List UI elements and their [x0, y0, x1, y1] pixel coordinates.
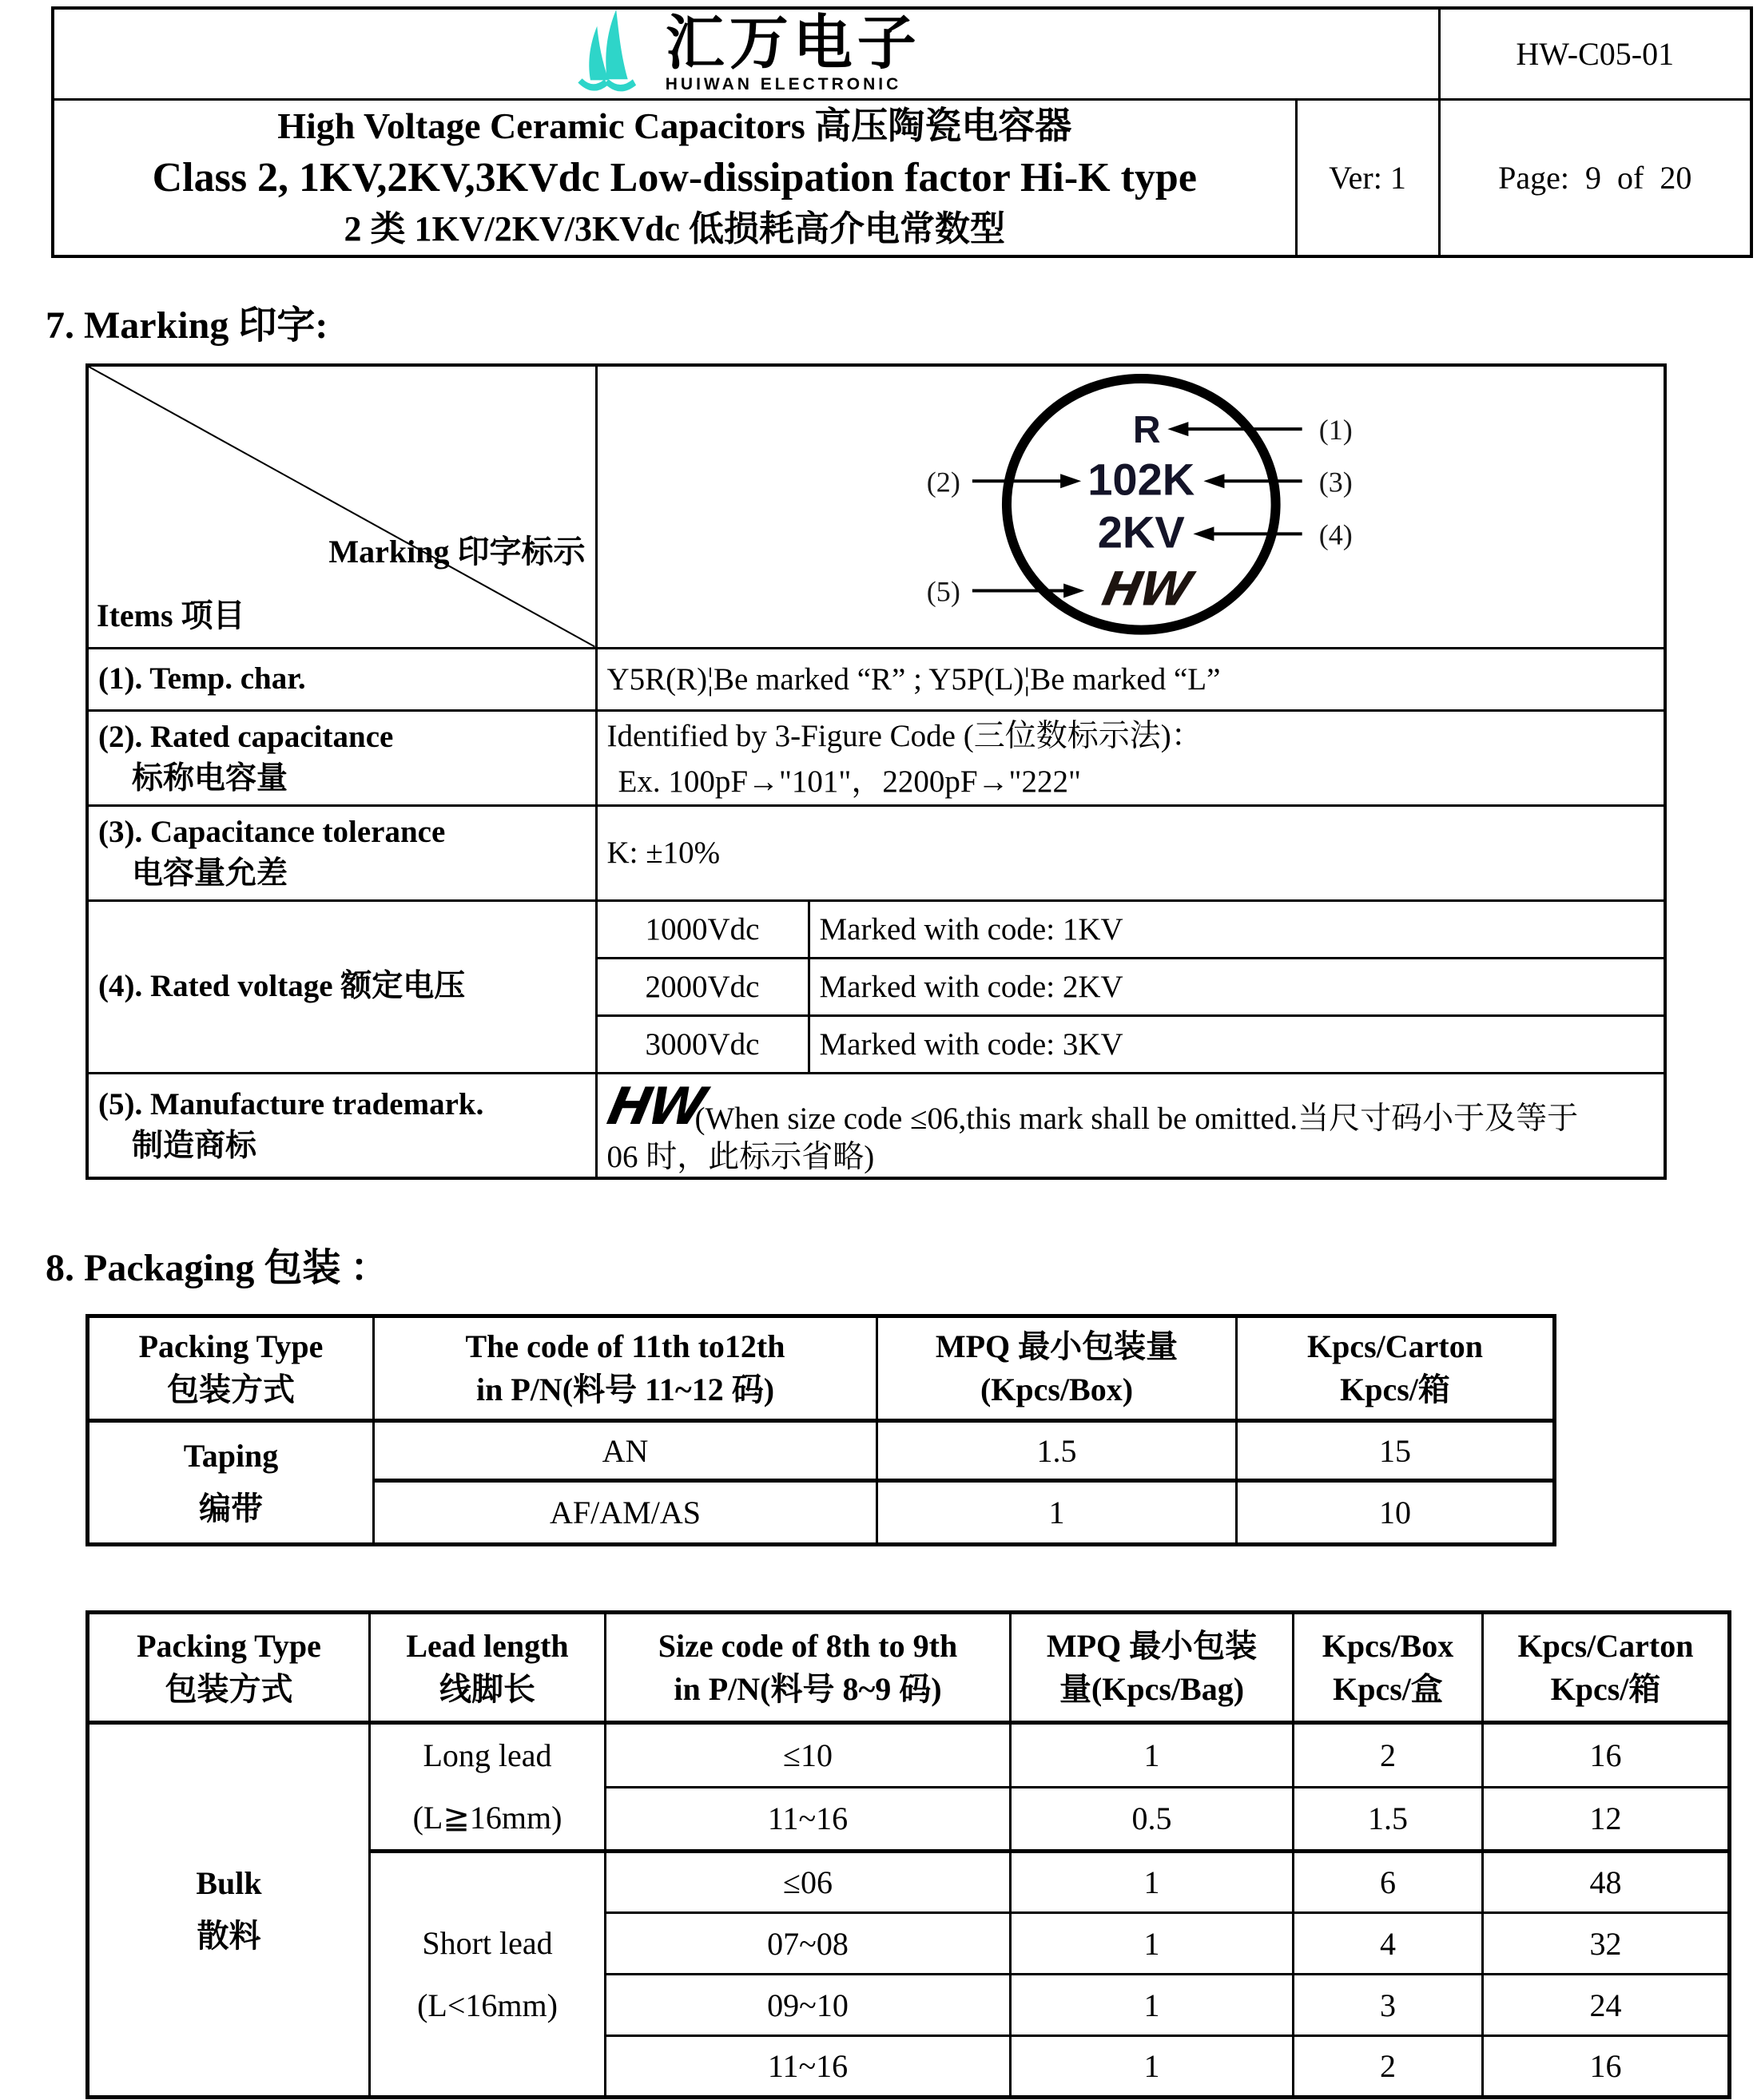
pk2-r2-carton: 12	[1483, 1787, 1730, 1852]
pk2-r4-size: 07~08	[606, 1913, 1011, 1975]
pk2-r5-mpq: 1	[1011, 1975, 1294, 2036]
table-header-row	[88, 1316, 1555, 1421]
pk1-r2-code: AF/AM/AS	[374, 1481, 877, 1545]
item1-value: Y5R(R)¦Be marked “R” ; Y5P(L)¦Be marked “L”	[596, 648, 1665, 710]
pk2-r1-carton: 16	[1483, 1723, 1730, 1788]
marking-table	[85, 363, 1667, 1180]
voltage-1000: 1000Vdc	[596, 900, 809, 958]
pk2-r5-carton: 24	[1483, 1975, 1730, 2036]
item1-label: (1). Temp. char.	[87, 648, 596, 710]
pk2-r6-box: 2	[1294, 2036, 1483, 2098]
title-line3: 2 类 1KV/2KV/3KVdc 低损耗高介电常数型	[344, 209, 1005, 249]
mark-cap-code: 102K	[1087, 454, 1195, 505]
table-header-row	[88, 1613, 1730, 1723]
pk2-header-lead-length: Lead length 线脚长	[370, 1613, 606, 1723]
table-row	[87, 710, 1665, 805]
pk1-header-mpq: MPQ 最小包装量 (Kpcs/Box)	[877, 1316, 1237, 1421]
pk2-r4-carton: 32	[1483, 1913, 1730, 1975]
pk2-long-lead-cell: Long lead (L≧16mm)	[370, 1723, 606, 1852]
corner-col-label: Marking 印字标示	[328, 534, 586, 570]
trademark-logo-glyph: HW	[602, 1077, 708, 1137]
pk1-header-code: The code of 11th to12th in P/N(料号 11~12 码)	[374, 1316, 877, 1421]
voltage-1000-code: Marked with code: 1KV	[809, 900, 1665, 958]
pk2-header-box: Kpcs/Box Kpcs/盒	[1294, 1613, 1483, 1723]
capacitor-marking-diagram	[598, 367, 1664, 639]
section8-heading: 8. Packaging 包装 ：	[46, 1247, 389, 1289]
marking-diagram-cell	[596, 365, 1665, 648]
pk2-r4-mpq: 1	[1011, 1913, 1294, 1975]
mark-trademark-logo: HW	[1097, 562, 1195, 617]
pk2-r1-mpq: 1	[1011, 1723, 1294, 1788]
item5-value: HW (When size code ≤06,this mark shall be omitted.当尺寸码小于及等于 06 时，此标示省略)	[596, 1073, 1665, 1178]
pk1-r1-mpq: 1.5	[877, 1421, 1237, 1481]
corner-row-label: Items 项目	[97, 597, 245, 633]
pk1-r1-code: AN	[374, 1421, 877, 1481]
pk2-r4-box: 4	[1294, 1913, 1483, 1975]
callout2-label: (2)	[926, 466, 960, 498]
doc-code: HW-C05-01	[1439, 8, 1751, 100]
pk2-r6-size: 11~16	[606, 2036, 1011, 2098]
packaging-taping-table	[85, 1314, 1556, 1546]
pk2-r5-size: 09~10	[606, 1975, 1011, 2036]
pk1-group-taping: Taping 编带	[88, 1421, 374, 1545]
corner-header-cell	[87, 365, 596, 648]
voltage-3000: 3000Vdc	[596, 1015, 809, 1073]
pk2-header-carton: Kpcs/Carton Kpcs/箱	[1483, 1613, 1730, 1723]
item4-label: (4). Rated voltage 额定电压	[87, 900, 596, 1073]
logo-en-text: HUIWAN ELECTRONIC	[665, 74, 902, 93]
header-table	[51, 6, 1753, 258]
pk1-r1-carton: 15	[1237, 1421, 1555, 1481]
pk1-r2-carton: 10	[1237, 1481, 1555, 1545]
table-row	[88, 1421, 1555, 1481]
table-row	[87, 805, 1665, 900]
item3-label: (3). Capacitance tolerance 电容量允差	[87, 805, 596, 900]
callout1-label: (1)	[1318, 414, 1353, 447]
item3-value: K: ±10%	[596, 805, 1665, 900]
pk2-r3-carton: 48	[1483, 1852, 1730, 1913]
pk2-short-lead-cell: Short lead (L<16mm)	[370, 1852, 606, 2098]
title-line1: High Voltage Ceramic Capacitors 高压陶瓷电容器	[277, 105, 1072, 147]
callout5-label: (5)	[926, 575, 960, 608]
item5-label: (5). Manufacture trademark. 制造商标	[87, 1073, 596, 1178]
pk2-r3-mpq: 1	[1011, 1852, 1294, 1913]
table-row	[88, 1723, 1730, 1788]
pk1-header-carton: Kpcs/Carton Kpcs/箱	[1237, 1316, 1555, 1421]
page-number-cell: Page: 9 of 20	[1439, 100, 1751, 256]
callout3-label: (3)	[1318, 466, 1353, 498]
pk2-r6-carton: 16	[1483, 2036, 1730, 2098]
company-logo	[54, 10, 1438, 98]
pk2-r1-size: ≤10	[606, 1723, 1011, 1788]
pk2-group-bulk: Bulk 散料	[88, 1723, 370, 2098]
pk2-r2-box: 1.5	[1294, 1787, 1483, 1852]
pk1-header-packing-type: Packing Type 包装方式	[88, 1316, 374, 1421]
pk2-r2-size: 11~16	[606, 1787, 1011, 1852]
section7-heading: 7. Marking 印字:	[46, 304, 328, 347]
logo-cn-text: 汇万电子	[665, 9, 921, 76]
sailboat-icon	[571, 10, 654, 98]
version-cell: Ver: 1	[1296, 100, 1439, 256]
title-cell	[53, 100, 1296, 256]
packaging-bulk-table	[85, 1610, 1731, 2099]
pk2-r5-box: 3	[1294, 1975, 1483, 2036]
pk2-header-mpq: MPQ 最小包装 量(Kpcs/Bag)	[1011, 1613, 1294, 1723]
item2-value: Identified by 3-Figure Code (三位数标示法)： Ex. 100pF→"101"，2200pF→"222"	[596, 710, 1665, 805]
logo-cell	[53, 8, 1439, 100]
callout4-label: (4)	[1318, 518, 1353, 551]
table-row	[87, 648, 1665, 710]
voltage-2000-code: Marked with code: 2KV	[809, 958, 1665, 1015]
table-row	[87, 1073, 1665, 1178]
voltage-3000-code: Marked with code: 3KV	[809, 1015, 1665, 1073]
table-row	[87, 900, 1665, 958]
pk2-r3-box: 6	[1294, 1852, 1483, 1913]
pk2-r1-box: 2	[1294, 1723, 1483, 1788]
pk2-r3-size: ≤06	[606, 1852, 1011, 1913]
pk2-r6-mpq: 1	[1011, 2036, 1294, 2098]
pk2-r2-mpq: 0.5	[1011, 1787, 1294, 1852]
title-line2: Class 2, 1KV,2KV,3KVdc Low-dissipation factor Hi-K type	[152, 155, 1197, 201]
pk2-header-packing-type: Packing Type 包装方式	[88, 1613, 370, 1723]
voltage-2000: 2000Vdc	[596, 958, 809, 1015]
mark-voltage-code: 2KV	[1097, 506, 1185, 558]
mark-temp-char: R	[1132, 408, 1161, 452]
item2-label: (2). Rated capacitance 标称电容量	[87, 710, 596, 805]
pk2-header-size-code: Size code of 8th to 9th in P/N(料号 8~9 码)	[606, 1613, 1011, 1723]
pk1-r2-mpq: 1	[877, 1481, 1237, 1545]
